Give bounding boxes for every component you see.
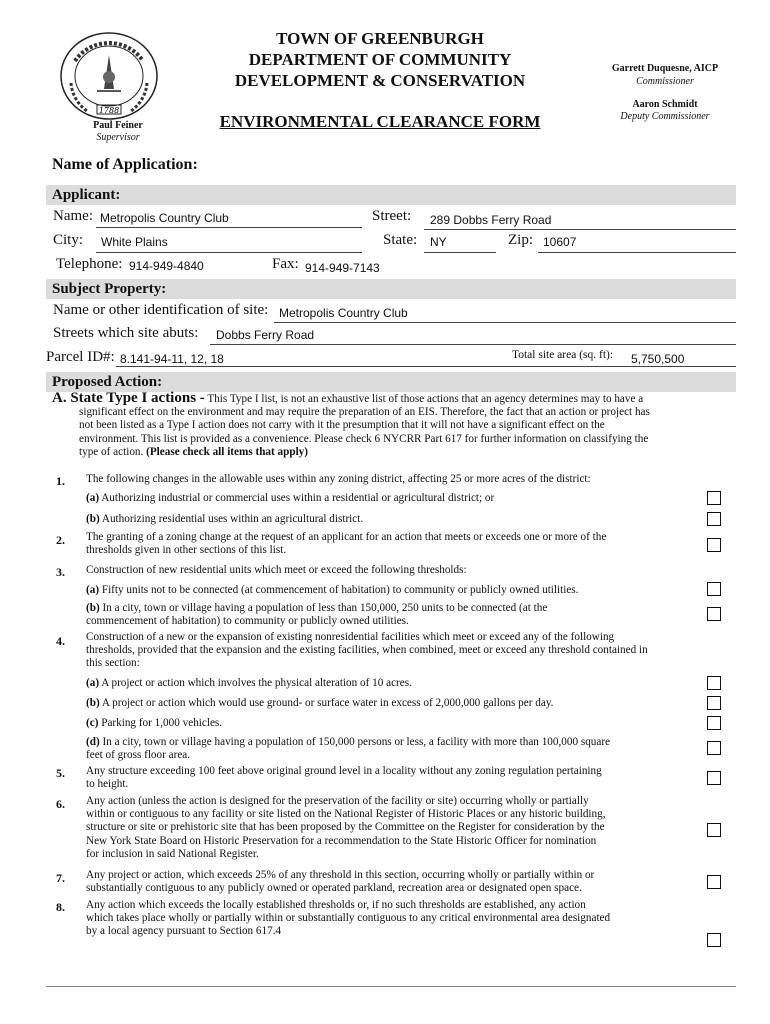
item-4b-text: (b) A project or action which would use ground- or surface water in excess of 2,000,000 gallons per day. [86, 697, 554, 709]
item-1b-text: (b) Authorizing residential uses within an agricultural district. [86, 513, 364, 525]
site-label: Name or other identification of site: [53, 302, 269, 318]
site-field[interactable]: Metropolis Country Club [279, 306, 408, 320]
item-6-text: Any action (unless the action is designed for the preservation of the facility or site) occurring wholly or partially within or contiguous to any facility or site listed on the National Register of Historic Places or any historic building, structure or site or prehistoric site that has been proposed by the Committee on the Register for consideration by the New York State Board on Historic Preservation for a recommendation to the State Historic Officer for nomination for inclusion in said National Register. [86, 795, 606, 860]
item-5-number: 5. [56, 766, 65, 780]
applicant-name-underline [96, 227, 362, 228]
item-1-text: The following changes in the allowable uses within any zoning district, affecting 25 or more acres of the district: [86, 473, 591, 485]
item-7-number: 7. [56, 871, 65, 885]
item-3-text: Construction of new residential units which meet or exceed the following thresholds: [86, 564, 467, 576]
fax-label: Fax: [272, 256, 299, 272]
street-underline [424, 229, 736, 230]
item-1a-checkbox[interactable] [707, 491, 721, 505]
type-i-instruction: (Please check all items that apply) [146, 445, 308, 458]
application-name-label: Name of Application: [52, 156, 198, 173]
type-i-intro [52, 392, 732, 459]
item-8-number: 8. [56, 900, 65, 914]
type-i-heading: A. State Type I actions - [52, 390, 205, 406]
type-i-intro-line3: not been listed as a Type I action does not carry with it the presumption that it will not have a significant effect on the [79, 419, 605, 432]
site-area-label: Total site area (sq. ft): [512, 349, 614, 361]
item-4d-text: (d) In a city, town or village having a population of 150,000 persons or less, a facility with more than 100,000 square feet of gross floor area. [86, 736, 611, 762]
item-3a-text: (a) Fifty units not to be connected (at commencement of habitation) to community or publicly owned utilities. [86, 584, 579, 596]
item-2-number: 2. [56, 533, 65, 547]
fax-field[interactable]: 914-949-7143 [305, 261, 380, 275]
item-4a-checkbox[interactable] [707, 676, 721, 690]
svg-text:1788: 1788 [98, 106, 120, 115]
telephone-label: Telephone: [56, 256, 123, 272]
telephone-field[interactable]: 914-949-4840 [129, 259, 204, 273]
item-4-number: 4. [56, 634, 65, 648]
streets-field[interactable]: Dobbs Ferry Road [216, 328, 315, 342]
item-7-checkbox[interactable] [707, 875, 721, 889]
site-area-field[interactable]: 5,750,500 [631, 352, 685, 366]
item-3-number: 3. [56, 565, 65, 579]
parcel-underline [116, 366, 736, 367]
parcel-field[interactable]: 8.141-94-11, 12, 18 [120, 352, 224, 366]
commissioner-title: Commissioner [636, 76, 694, 87]
street-label: Street: [372, 208, 412, 224]
zip-field[interactable]: 10607 [543, 235, 577, 249]
site-underline [274, 322, 736, 323]
state-underline [424, 252, 496, 253]
proposed-section-header: Proposed Action: [46, 372, 736, 392]
state-label: State: [383, 232, 418, 248]
item-5-checkbox[interactable] [707, 771, 721, 785]
header-title-line3: DEVELOPMENT & CONSERVATION [234, 71, 526, 90]
form-title: ENVIRONMENTAL CLEARANCE FORM [219, 112, 541, 131]
item-3a-checkbox[interactable] [707, 582, 721, 596]
item-6-checkbox[interactable] [707, 823, 721, 837]
city-label: City: [53, 232, 84, 248]
city-underline [96, 252, 362, 253]
item-3b-text: (b) In a city, town or village having a population of less than 150,000, 250 units to be connected (at the commencement of habitation) to community or publicly owned utilities. [86, 602, 548, 628]
item-4c-checkbox[interactable] [707, 716, 721, 730]
streets-underline [210, 344, 736, 345]
type-i-intro-line5: type of action. [79, 445, 147, 458]
parcel-label: Parcel ID#: [46, 349, 115, 365]
zip-label: Zip: [508, 232, 533, 248]
type-i-intro-line1: This Type I list, is not an exhaustive list of those actions that an agency determines may to have a [204, 393, 644, 405]
item-4-text: Construction of a new or the expansion of existing nonresidential facilities which meet or exceed any of the following thresholds, provided that the expansion and the existing facilities, when combined, meet or exceed any threshold contained in this section: [86, 631, 648, 670]
applicant-name-field[interactable]: Metropolis Country Club [100, 211, 229, 225]
supervisor-title: Supervisor [96, 132, 140, 143]
item-4b-checkbox[interactable] [707, 696, 721, 710]
type-i-intro-line2: significant effect on the environment and may require the preparation of an EIS. Therefore, the fact that an action or project has [79, 406, 650, 419]
item-5-text: Any structure exceeding 100 feet above original ground level in a locality without any zoning regulation pertaining to height. [86, 765, 602, 791]
item-1a-text: (a) Authorizing industrial or commercial uses within a residential or agricultural district; or [86, 492, 495, 504]
item-3b-checkbox[interactable] [707, 607, 721, 621]
type-i-intro-line4: environment. This list is provided as a convenience. Please check 6 NYCRR Part 617 for further information on classifying the [79, 432, 649, 445]
property-section-header: Subject Property: [46, 279, 736, 299]
item-7-text: Any project or action, which exceeds 25% of any threshold in this section, occurring wholly or partially within or substantially contiguous to any publicly owned or operated parkland, recreation area or designated open space. [86, 869, 595, 895]
city-field[interactable]: White Plains [101, 235, 168, 249]
item-4a-text: (a) A project or action which involves the physical alteration of 10 acres. [86, 677, 412, 689]
applicant-name-label: Name: [53, 208, 93, 224]
town-seal [57, 31, 161, 121]
item-4c-text: (c) Parking for 1,000 vehicles. [86, 717, 223, 729]
state-field[interactable]: NY [430, 235, 447, 249]
deputy-name: Aaron Schmidt [632, 99, 698, 110]
item-2-checkbox[interactable] [707, 538, 721, 552]
street-field[interactable]: 289 Dobbs Ferry Road [430, 213, 552, 227]
item-6-number: 6. [56, 797, 65, 811]
header-title-line2: DEPARTMENT OF COMMUNITY [248, 50, 512, 69]
item-4d-checkbox[interactable] [707, 741, 721, 755]
item-8-checkbox[interactable] [707, 933, 721, 947]
item-1-number: 1. [56, 474, 65, 488]
deputy-title: Deputy Commissioner [620, 111, 710, 122]
item-8-text: Any action which exceeds the locally established thresholds or, if no such thresholds are established, any action which takes place wholly or partially within or substantially contiguous to any critical environmental area designated by a local agency pursuant to Section 617.4 [86, 899, 611, 938]
streets-label: Streets which site abuts: [53, 325, 199, 341]
supervisor-name: Paul Feiner [93, 120, 143, 131]
footer-rule [46, 986, 736, 987]
applicant-section-header: Applicant: [46, 185, 736, 205]
item-1b-checkbox[interactable] [707, 512, 721, 526]
zip-underline [538, 252, 736, 253]
commissioner-name: Garrett Duquesne, AICP [611, 63, 719, 74]
header-title-line1: TOWN OF GREENBURGH [276, 29, 484, 48]
item-2-text: The granting of a zoning change at the request of an applicant for an action that meets or exceeds one or more of the thresholds given in other sections of this list. [86, 531, 607, 557]
